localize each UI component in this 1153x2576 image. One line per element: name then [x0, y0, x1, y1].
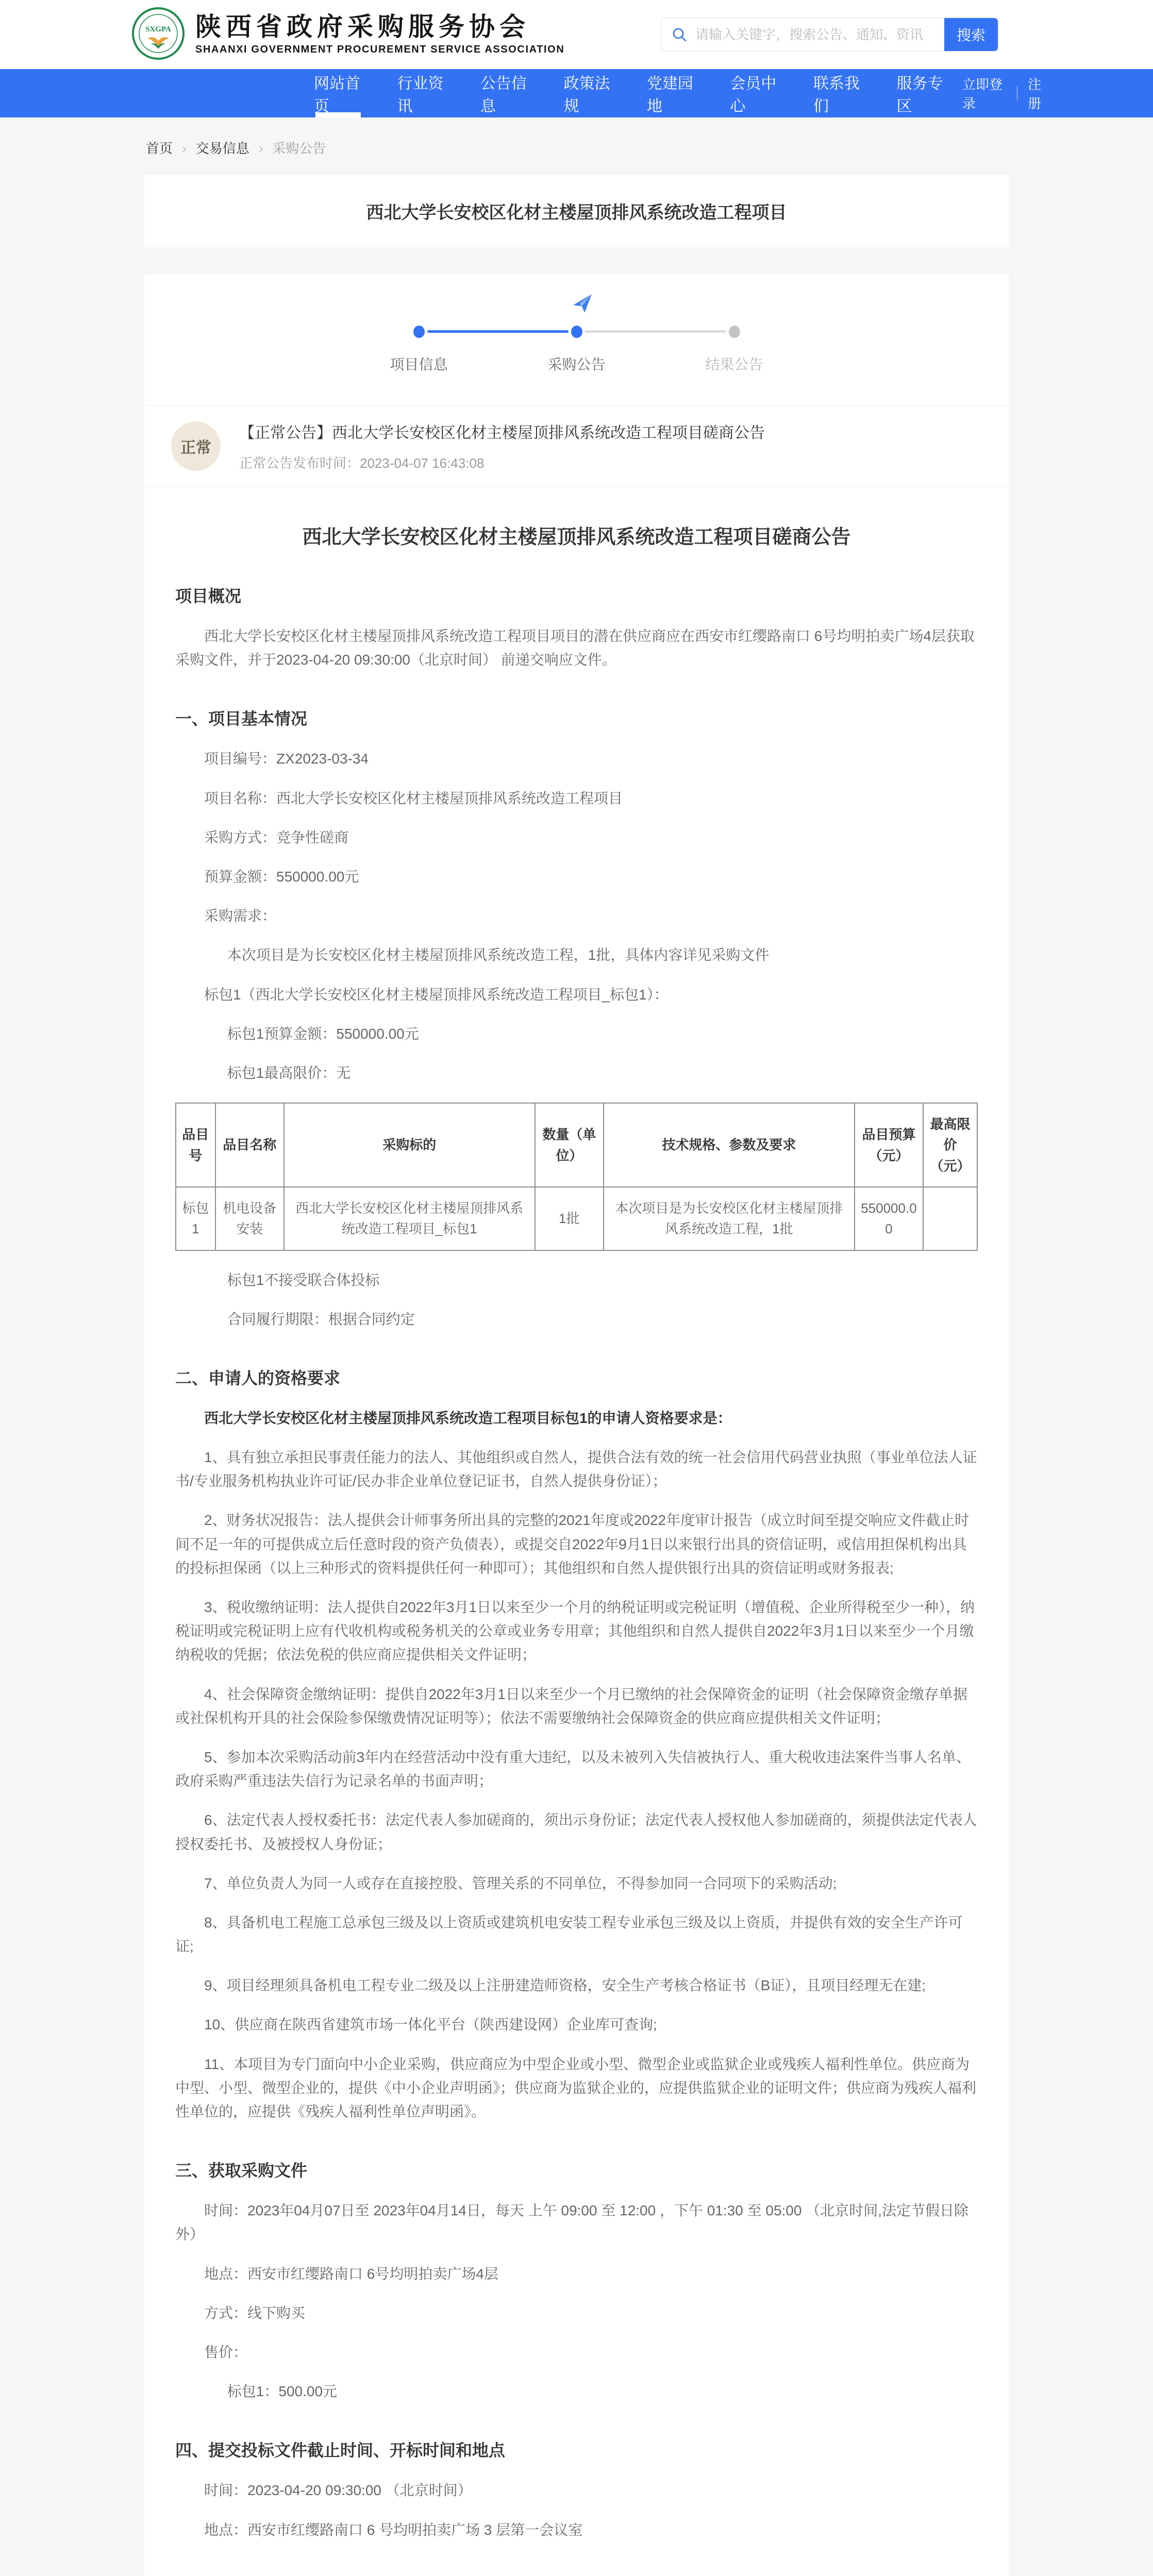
search-button[interactable]: 搜索	[944, 18, 998, 52]
table-header-cell: 数量（单位）	[535, 1103, 604, 1187]
doc-paragraph: 6、法定代表人授权委托书：法定代表人参加磋商的，须出示身份证；法定代表人授权他人参加磋商的，须提供法定代表人授权委托书、及被授权人身份证；	[175, 1808, 978, 1856]
doc-paragraph: 2、财务状况报告：法人提供会计师事务所出具的完整的2021年度或2022年度审计报告（成立时间至提交响应文件截止时间不足一年的可提供成立后任意时段的资产负债表），或提交自2022年9月1日以来银行出具的资信证明，或信用担保机构出具的投标担保函（以上三种形式的资料提供任何一种即可）；其他组织和自然人提供银行出具的资信证明或财务报表;	[175, 1509, 978, 1580]
items-table	[175, 1103, 978, 1250]
doc-paragraph: 9、项目经理须具备机电工程专业二级及以上注册建造师资格，安全生产考核合格证书（B证），且项目经理无在建;	[175, 1974, 978, 1997]
step-dot-icon	[413, 326, 425, 338]
nav-item[interactable]	[463, 69, 546, 117]
nav-menu	[296, 69, 962, 117]
nav-item[interactable]	[796, 69, 879, 117]
doc-paragraph: 预算金额：550000.00元	[175, 865, 978, 889]
step-connector-line	[585, 330, 726, 333]
doc-paragraph: 项目编号：ZX2023-03-34	[175, 747, 978, 771]
table-cell: 本次项目是为长安校区化材主楼屋顶排风系统改造工程，1批	[604, 1187, 855, 1250]
register-link[interactable]: 注册	[1028, 74, 1050, 112]
doc-paragraph: 标包1（西北大学长安校区化材主楼屋顶排风系统改造工程项目_标包1）：	[175, 983, 978, 1007]
progress-step[interactable]	[498, 326, 656, 374]
nav-item-label: 行业资讯	[397, 71, 445, 116]
header-search	[661, 18, 998, 52]
main-nav	[0, 69, 1153, 117]
brand-title-cn: 陕西省政府采购服务协会	[195, 14, 564, 40]
doc-paragraph: 合同履行期限：根据合同约定	[175, 1308, 978, 1331]
doc-paragraph: 售价：	[175, 2341, 978, 2364]
nav-item[interactable]	[296, 69, 379, 117]
search-input[interactable]	[694, 26, 944, 43]
nav-item-label: 联系我们	[813, 71, 861, 116]
doc-paragraph: 标包1预算金额：550000.00元	[175, 1022, 978, 1046]
nav-item[interactable]	[879, 69, 962, 117]
table-row	[176, 1187, 977, 1250]
doc-paragraph: 方式：线下购买	[175, 2301, 978, 2325]
association-logo	[131, 7, 185, 63]
site-header	[0, 0, 1153, 69]
doc-paragraph: 7、单位负责人为同一人或存在直接控股、管理关系的不同单位，不得参加同一合同项下的采购活动;	[175, 1872, 978, 1895]
progress-step[interactable]	[340, 326, 498, 374]
notice-publish-time: 正常公告发布时间：2023-04-07 16:43:08	[239, 453, 765, 472]
nav-item-label: 政策法规	[563, 71, 611, 116]
nav-item[interactable]	[379, 69, 462, 117]
announcement-document	[144, 521, 1009, 2576]
nav-auth	[962, 69, 1050, 117]
paper-plane-icon	[572, 293, 593, 317]
search-icon	[672, 27, 687, 42]
brand-titles	[195, 14, 564, 56]
doc-paragraph: 西北大学长安校区化材主楼屋顶排风系统改造工程项目项目的潜在供应商应在西安市红缨路南口 6号均明拍卖广场4层获取采购文件，并于2023-04-20 09:30:00（北京时间） 前递交响应文件。	[175, 624, 978, 672]
announcement-title: 西北大学长安校区化材主楼屋顶排风系统改造工程项目磋商公告	[175, 521, 978, 549]
nav-item[interactable]	[629, 69, 712, 117]
notice-texts	[239, 420, 765, 472]
step-label: 结果公告	[656, 353, 813, 374]
table-header-cell: 品目名称	[215, 1103, 284, 1187]
table-cell: 标包1	[176, 1187, 215, 1250]
search-box	[661, 18, 998, 52]
breadcrumb	[0, 117, 1153, 175]
table-header-cell: 最高限价（元）	[923, 1103, 977, 1187]
table-cell	[923, 1187, 977, 1250]
table-header-cell: 品目号	[176, 1103, 215, 1187]
doc-paragraph: 1、具有独立承担民事责任能力的法人、其他组织或自然人，提供合法有效的统一社会信用代码营业执照（事业单位法人证书/专业服务机构执业许可证/民办非企业单位登记证书，自然人提供身份证）；	[175, 1446, 978, 1493]
doc-paragraph: 时间：2023-04-20 09:30:00 （北京时间）	[175, 2479, 978, 2502]
doc-paragraph: 10、供应商在陕西省建筑市场一体化平台（陕西建设网）企业库可查询;	[175, 2013, 978, 2037]
progress-step[interactable]	[656, 326, 813, 374]
table-cell: 1批	[535, 1187, 604, 1250]
step-label: 项目信息	[340, 353, 498, 374]
table-header-cell: 品目预算（元）	[855, 1103, 923, 1187]
progress-steps	[144, 274, 1009, 382]
table-header-row	[176, 1103, 977, 1187]
doc-section-heading: 二、申请人的资格要求	[175, 1365, 978, 1389]
nav-item-label: 会员中心	[730, 71, 778, 116]
table-header-cell: 技术规格、参数及要求	[604, 1103, 855, 1187]
step-label: 采购公告	[498, 353, 656, 374]
doc-section-heading: 项目概况	[175, 583, 978, 607]
nav-item-label: 党建园地	[647, 71, 695, 116]
doc-paragraph: 采购需求：	[175, 904, 978, 928]
doc-paragraph: 西北大学长安校区化材主楼屋顶排风系统改造工程项目标包1的申请人资格要求是：	[175, 1406, 978, 1430]
breadcrumb-item[interactable]: 首页 ›	[146, 138, 196, 157]
section-gap	[0, 247, 1153, 274]
login-link[interactable]: 立即登录	[962, 74, 1007, 112]
step-connector-line	[427, 330, 569, 333]
svg-text:SXGPA: SXGPA	[145, 25, 171, 33]
doc-paragraph: 5、参加本次采购活动前3年内在经营活动中没有重大违纪，以及未被列入失信被执行人、重大税收违法案件当事人名单、政府采购严重违法失信行为记录名单的书面声明；	[175, 1745, 978, 1793]
doc-paragraph: 地点：西安市红缨路南口 6 号均明拍卖广场 3 层第一会议室	[175, 2518, 978, 2542]
auth-divider	[1017, 86, 1018, 100]
logo-emblem-icon	[131, 7, 185, 60]
nav-item[interactable]	[546, 69, 629, 117]
doc-paragraph: 时间：2023年04月07日至 2023年04月14日，每天 上午 09:00 至 12:00 ，下午 01:30 至 05:00 （北京时间,法定节假日除外）	[175, 2199, 978, 2246]
table-cell: 550000.00	[855, 1187, 923, 1250]
doc-paragraph: 地点：西安市红缨路南口 6号均明拍卖广场4层	[175, 2262, 978, 2286]
doc-paragraph: 8、具备机电工程施工总承包三级及以上资质或建筑机电安装工程专业承包三级及以上资质，并提供有效的安全生产许可证;	[175, 1911, 978, 1958]
step-dot-icon	[571, 326, 582, 338]
nav-item-label: 服务专区	[896, 71, 944, 116]
nav-item-label: 公告信息	[480, 71, 528, 116]
table-cell: 西北大学长安校区化材主楼屋顶排风系统改造工程项目_标包1	[284, 1187, 535, 1250]
breadcrumb-item[interactable]: 采购公告	[272, 138, 326, 157]
status-badge: 正常	[171, 421, 221, 471]
notice-title[interactable]: 【正常公告】西北大学长安校区化材主楼屋顶排风系统改造工程项目磋商公告	[239, 420, 765, 443]
table-header-cell: 采购标的	[284, 1103, 535, 1187]
doc-paragraph: 3、税收缴纳证明：法人提供自2022年3月1日以来至少一个月的纳税证明或完税证明（增值税、企业所得税至少一种），纳税证明或完税证明上应有代收机构或税务机关的公章或业务专用章；其他组织和自然人提供自2022年3月1日以来至少一个月缴纳税收的凭据；依法免税的供应商应提供相关文件证明；	[175, 1596, 978, 1667]
doc-paragraph: 11、本项目为专门面向中小企业采购，供应商应为中型企业或小型、微型企业或监狱企业或残疾人福利性单位。供应商为中型、小型、微型企业的，提供《中小企业声明函》；供应商为监狱企业的，应提供监狱企业的证明文件；供应商为残疾人福利性单位的，应提供《残疾人福利性单位声明函》。	[175, 2053, 978, 2124]
page-title: 西北大学长安校区化材主楼屋顶排风系统改造工程项目	[165, 198, 988, 224]
doc-section-heading: 一、项目基本情况	[175, 706, 978, 730]
notice-list-item[interactable]	[144, 405, 1009, 487]
doc-paragraph: 标包1：500.00元	[175, 2380, 978, 2403]
project-title-card	[144, 175, 1009, 247]
doc-paragraph: 标包1最高限价：无	[175, 1061, 978, 1085]
announcement-card	[144, 274, 1009, 2576]
nav-item-label: 网站首页	[314, 71, 362, 116]
doc-paragraph: 本次项目是为长安校区化材主楼屋顶排风系统改造工程，1批，具体内容详见采购文件	[175, 943, 978, 967]
breadcrumb-item[interactable]: 交易信息 ›	[196, 138, 273, 157]
doc-section-heading: 三、获取采购文件	[175, 2158, 978, 2181]
doc-paragraph: 项目名称：西北大学长安校区化材主楼屋顶排风系统改造工程项目	[175, 787, 978, 810]
brand-title-en: SHAANXI GOVERNMENT PROCUREMENT SERVICE ASSOCIATION	[195, 44, 564, 56]
table-cell: 机电设备安装	[215, 1187, 284, 1250]
step-dot-icon	[729, 326, 740, 338]
doc-body	[175, 583, 978, 2576]
doc-paragraph: 标包1不接受联合体投标	[175, 1268, 978, 1292]
doc-section-heading: 四、提交投标文件截止时间、开标时间和地点	[175, 2437, 978, 2461]
doc-paragraph: 采购方式：竞争性磋商	[175, 826, 978, 850]
doc-paragraph: 4、社会保障资金缴纳证明：提供自2022年3月1日以来至少一个月已缴纳的社会保障资金的证明（社会保障资金缴存单据或社保机构开具的社会保险参保缴费情况证明等）；依法不需要缴纳社会保障资金的供应商应提供相关文件证明；	[175, 1683, 978, 1730]
nav-item[interactable]	[712, 69, 795, 117]
